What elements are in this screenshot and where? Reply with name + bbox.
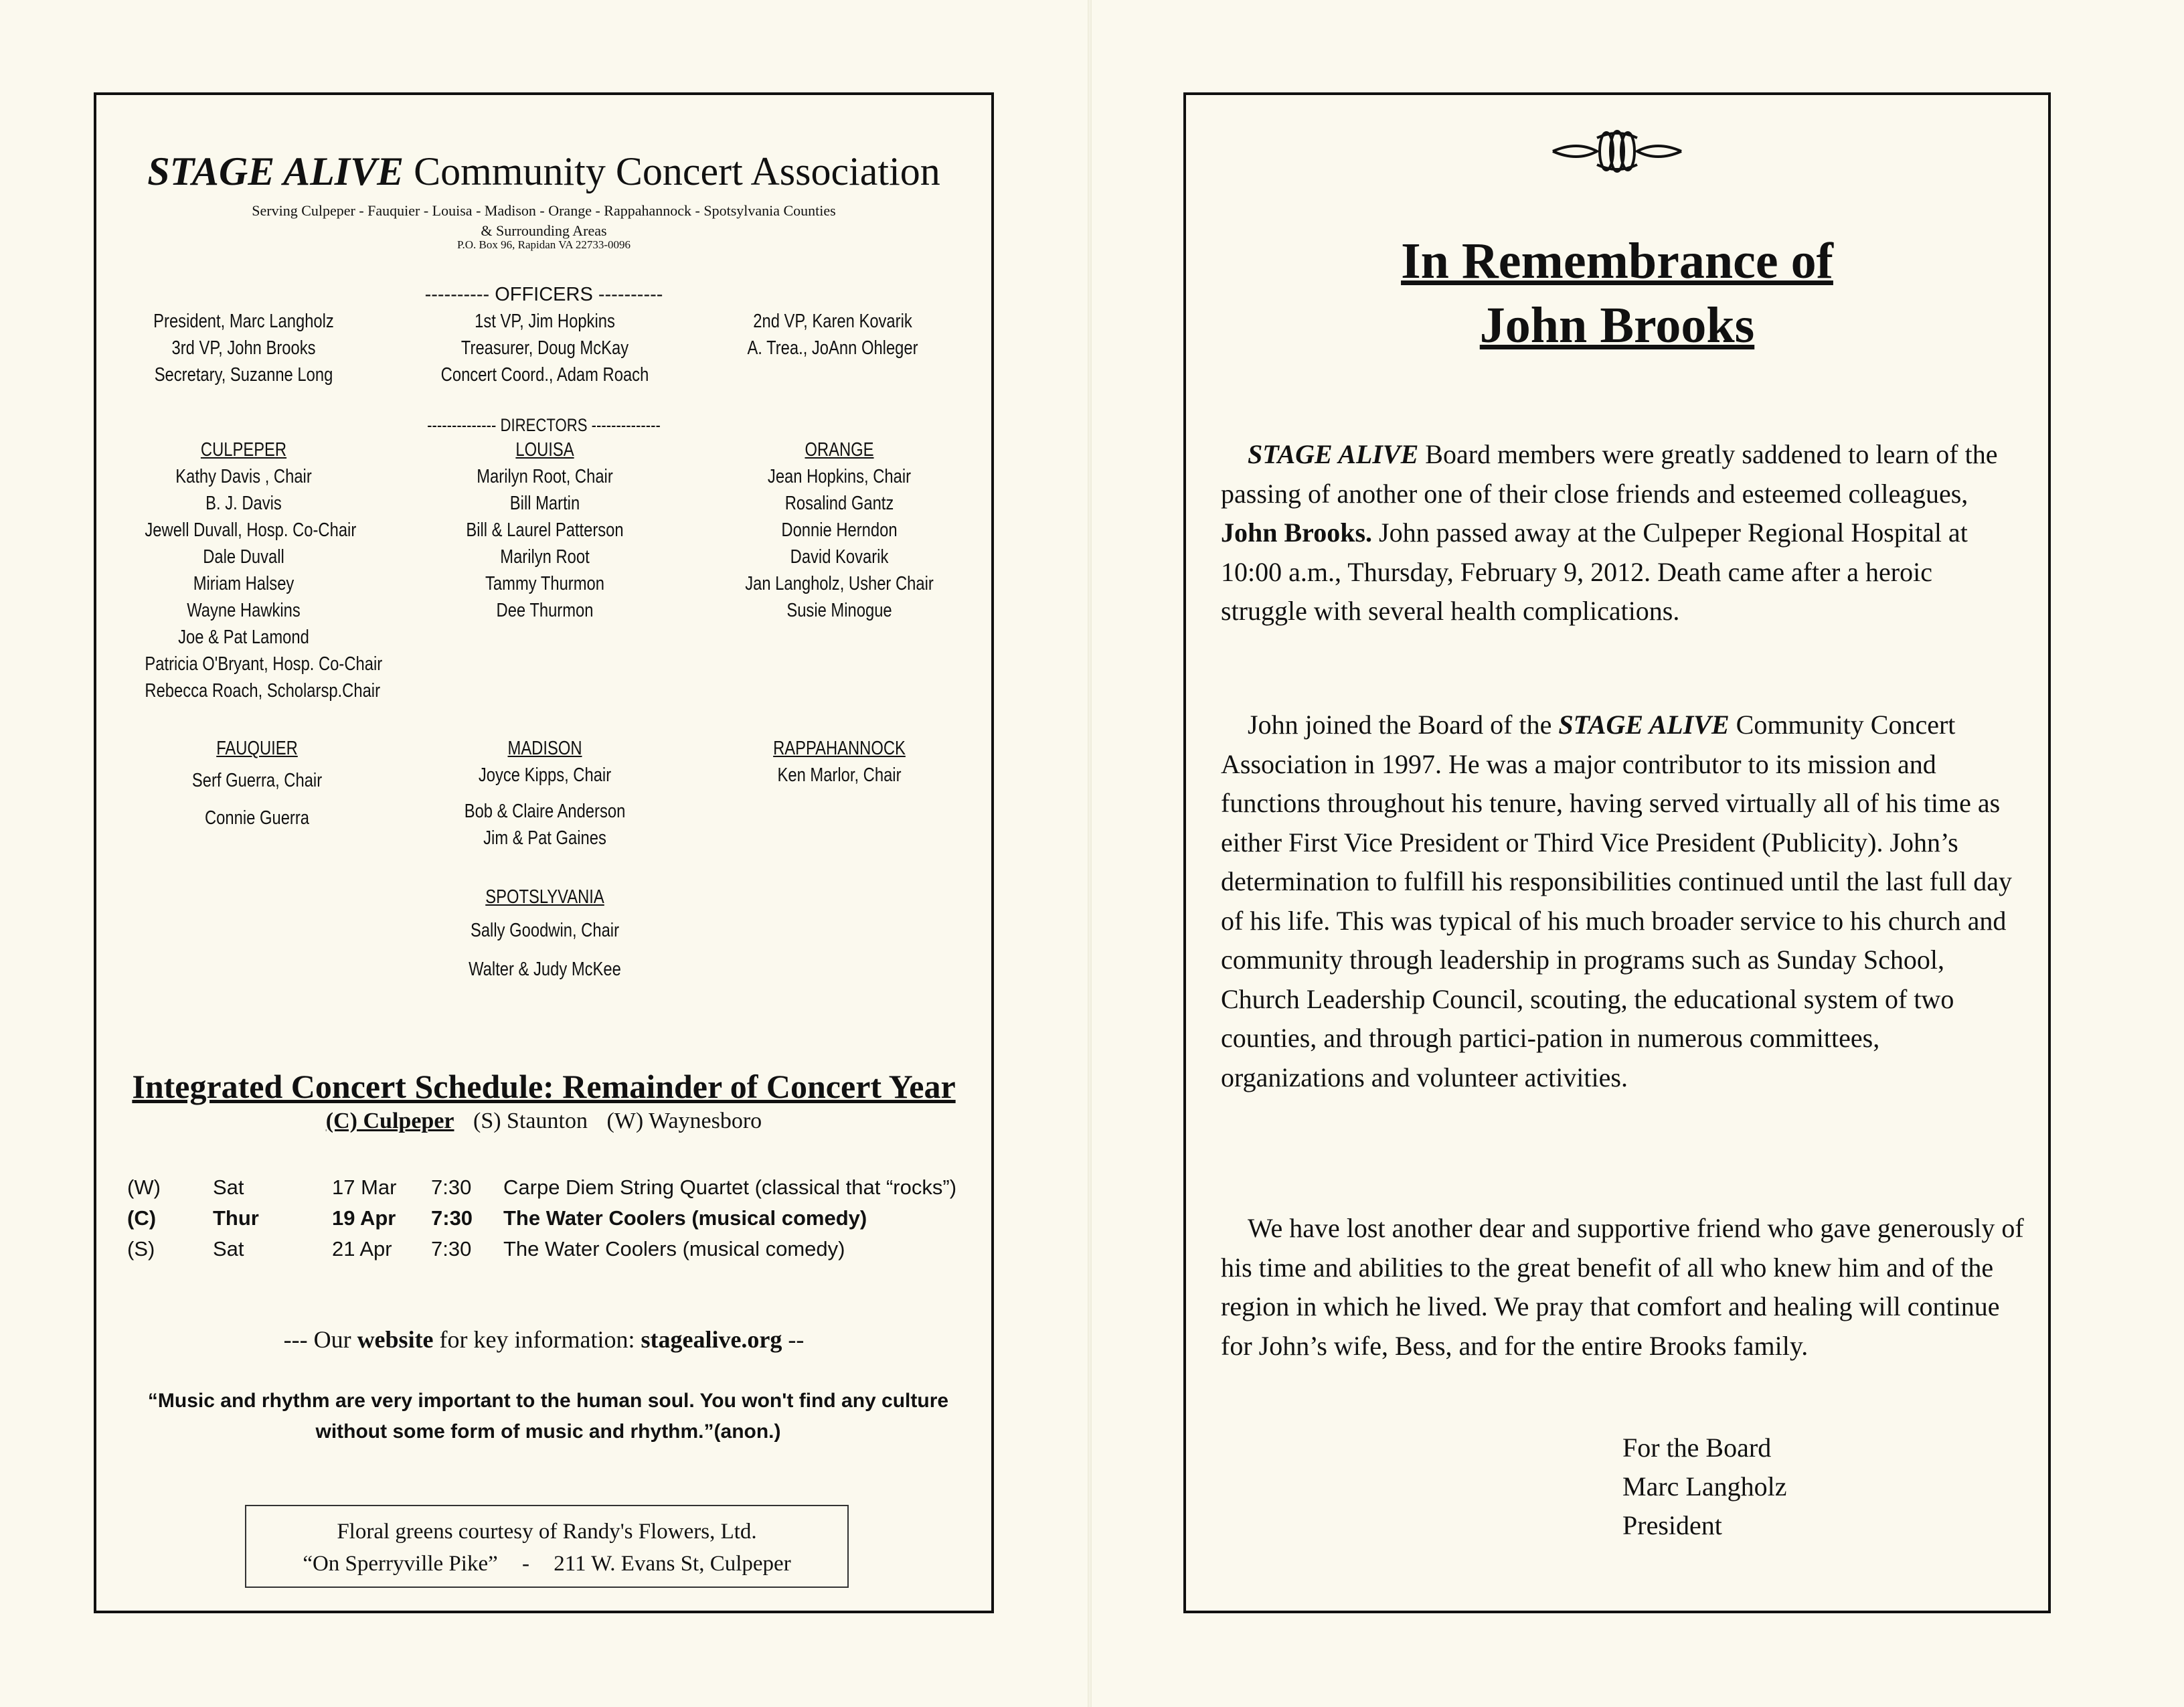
schedule-title: Integrated Concert Schedule: Remainder of Concert Year <box>132 1068 956 1105</box>
signature-name: Marc Langholz <box>1622 1471 1787 1501</box>
county-heading: LOUISA <box>515 439 574 461</box>
p1-text-a: Board members were greatly saddened to learn of the passing of another one of their close friends and esteemed colleagues, <box>1221 439 1998 509</box>
county-heading: CULPEPER <box>200 439 287 461</box>
schedule-time: 7:30 <box>431 1175 472 1199</box>
remembrance-title <box>1186 229 2048 357</box>
schedule-event: The Water Coolers (musical comedy) <box>503 1206 867 1230</box>
director-entry: Marilyn Root <box>500 546 590 568</box>
director-entry: Joyce Kipps, Chair <box>478 764 612 786</box>
county-heading: RAPPAHANNOCK <box>773 738 906 759</box>
floral-address: 211 W. Evans St, Culpeper <box>554 1552 791 1576</box>
officers-column-3 <box>734 308 931 361</box>
floral-credit-line2 <box>246 1548 847 1580</box>
county-heading: ORANGE <box>805 439 874 461</box>
director-entry: Connie Guerra <box>205 807 309 829</box>
officer-entry: A. Trea., JoAnn Ohleger <box>747 337 918 359</box>
officer-entry: 2nd VP, Karen Kovarik <box>753 311 912 332</box>
director-entry: Bob & Claire Anderson <box>464 801 626 822</box>
schedule-location: (W) <box>127 1175 161 1199</box>
director-entry: Kathy Davis , Chair <box>175 466 312 487</box>
schedule-day: Sat <box>213 1237 244 1261</box>
paragraph-3 <box>1221 1209 2024 1366</box>
officer-entry: President, Marc Langholz <box>153 311 334 332</box>
service-area <box>96 201 991 241</box>
schedule-legend <box>96 1109 991 1134</box>
music-quote: “Music and rhythm are very important to the human soul. You won't find any culture without some form of music and rhythm.”(anon.) <box>147 1390 949 1443</box>
schedule-location: (C) <box>127 1206 157 1230</box>
schedule-event: The Water Coolers (musical comedy) <box>503 1237 845 1261</box>
signature-title: President <box>1622 1510 1722 1540</box>
director-entry: Donnie Herndon <box>781 519 898 541</box>
officers-heading: ---------- OFFICERS ---------- <box>424 284 663 305</box>
officers-column-1 <box>139 308 348 388</box>
spotsylvania-directors <box>452 884 639 983</box>
p2-org-name: STAGE ALIVE <box>1558 710 1730 740</box>
director-entry: Jewell Duvall, Hosp. Co-Chair <box>145 519 357 541</box>
p1-name-bold: John Brooks. <box>1221 517 1373 548</box>
county-heading: FAUQUIER <box>216 738 298 759</box>
page-fold <box>1088 0 1092 1707</box>
director-entry: Bill Martin <box>509 493 580 514</box>
schedule-date: 19 Apr <box>332 1206 396 1230</box>
service-area-line1: Serving Culpeper - Fauquier - Louisa - Madison - Orange - Rappahannock - Spotsylvania Counties <box>252 202 836 219</box>
schedule-time: 7:30 <box>431 1237 472 1261</box>
madison-directors <box>452 735 639 851</box>
floral-credit-box <box>245 1505 849 1588</box>
director-entry: B. J. Davis <box>205 493 282 514</box>
p3-text: We have lost another dear and supportive friend who gave generously of his time and abilities to the great benefit of all who knew him and of the region in which he lived. We pray that comfort and healing will continue for John’s wife, Bess, and for the entire Brooks family. <box>1221 1213 2024 1361</box>
director-entry: Tammy Thurmon <box>485 573 604 594</box>
paragraph-2 <box>1221 706 2024 1097</box>
director-entry: Jean Hopkins, Chair <box>767 466 912 487</box>
orange-directors <box>735 436 944 624</box>
culpeper-directors <box>145 436 383 704</box>
officer-entry: Secretary, Suzanne Long <box>154 364 333 386</box>
director-entry: Ken Marlor, Chair <box>777 764 902 786</box>
schedule-event: Carpe Diem String Quartet (classical that “rocks”) <box>503 1175 957 1199</box>
floral-separator: - <box>522 1552 529 1576</box>
directors-heading: -------------- DIRECTORS -------------- <box>427 415 661 435</box>
fauquier-directors <box>175 735 339 837</box>
director-entry: Marilyn Root, Chair <box>477 466 613 487</box>
director-entry: Dale Duvall <box>203 546 284 568</box>
director-entry: Walter & Judy McKee <box>469 959 621 980</box>
floral-location: “On Sperryville Pike” <box>303 1552 498 1576</box>
director-entry: Joe & Pat Lamond <box>178 627 309 648</box>
director-entry: Miriam Halsey <box>193 573 295 594</box>
organization-title <box>96 149 991 195</box>
service-area-line2: & Surrounding Areas <box>481 222 607 239</box>
director-entry: Jan Langholz, Usher Chair <box>745 573 934 594</box>
director-entry: Rebecca Roach, Scholarsp.Chair <box>145 680 381 702</box>
signature-line: For the Board <box>1622 1433 1772 1463</box>
director-entry: Patricia O'Bryant, Hosp. Co-Chair <box>145 653 383 675</box>
schedule-day: Thur <box>213 1206 259 1230</box>
p2-text-b: Community Concert Association in 1997. He was a major contributor to its mission and functions throughout his tenure, having served virtually all of his time as either First Vice President or Third Vice President (Publicity). John’s determination to fulfill his responsibilities continued until the last full day of his life. This was typical of his much broader service to his church and community through leadership in programs such as Sunday School, Church Leadership Council, scouting, the educational system of two counties, and through partici-pation in numerous committees, organizations and volunteer activities. <box>1221 710 2013 1092</box>
remembrance-panel <box>1183 92 2051 1613</box>
legend-culpeper: (C) Culpeper <box>325 1109 454 1133</box>
schedule-date: 17 Mar <box>332 1175 397 1199</box>
concert-info-panel <box>94 92 994 1613</box>
officer-entry: 3rd VP, John Brooks <box>171 337 316 359</box>
website-middle: for key information: <box>439 1326 635 1353</box>
director-entry: Dee Thurmon <box>496 600 594 621</box>
schedule-day: Sat <box>213 1175 244 1199</box>
schedule-location: (S) <box>127 1237 155 1261</box>
legend-waynesboro: (W) Waynesboro <box>606 1109 762 1133</box>
director-entry: Susie Minogue <box>786 600 892 621</box>
p1-text-b: John passed away at the Culpeper Regional Hospital at 10:00 a.m., Thursday, February 9, 2012. Death came after a heroic struggle with several health complications. <box>1221 517 1968 626</box>
officer-entry: Treasurer, Doug McKay <box>460 337 629 359</box>
director-entry: David Kovarik <box>790 546 889 568</box>
county-heading: SPOTSLYVANIA <box>485 886 604 908</box>
p1-org-name: STAGE ALIVE <box>1248 439 1419 469</box>
po-box: P.O. Box 96, Rapidan VA 22733-0096 <box>456 238 631 251</box>
floral-credit-line1: Floral greens courtesy of Randy's Flowers, Ltd. <box>337 1520 757 1544</box>
title-line1: In Remembrance of <box>1401 233 1833 289</box>
officers-column-2 <box>435 308 655 388</box>
signature-block <box>1622 1429 1786 1545</box>
paragraph-1 <box>1221 435 2024 631</box>
title-line2: John Brooks <box>1479 297 1755 353</box>
director-entry: Rosalind Gantz <box>784 493 894 514</box>
p2-text-a: John joined the Board of the <box>1248 710 1559 740</box>
schedule-date: 21 Apr <box>332 1237 392 1261</box>
website-url: stagealive.org <box>641 1326 782 1353</box>
director-entry: Serf Guerra, Chair <box>191 770 323 791</box>
legend-staunton: (S) Staunton <box>473 1109 588 1133</box>
director-entry: Wayne Hawkins <box>187 600 301 621</box>
website-suffix: -- <box>788 1326 805 1353</box>
louisa-directors <box>435 436 655 624</box>
officer-entry: Concert Coord., Adam Roach <box>440 364 649 386</box>
org-name-rest: Community Concert Association <box>414 149 940 193</box>
website-line <box>96 1325 991 1354</box>
officer-entry: 1st VP, Jim Hopkins <box>475 311 615 332</box>
website-word: website <box>357 1326 434 1353</box>
org-name-italic: STAGE ALIVE <box>147 149 404 193</box>
scroll-ornament-icon <box>1186 125 2048 181</box>
rappahannock-directors <box>752 735 927 789</box>
director-entry: Jim & Pat Gaines <box>483 827 606 849</box>
director-entry: Bill & Laurel Patterson <box>466 519 624 541</box>
schedule-time: 7:30 <box>431 1206 473 1230</box>
website-prefix: --- Our <box>283 1326 351 1353</box>
county-heading: MADISON <box>507 738 582 759</box>
director-entry: Sally Goodwin, Chair <box>470 920 620 941</box>
